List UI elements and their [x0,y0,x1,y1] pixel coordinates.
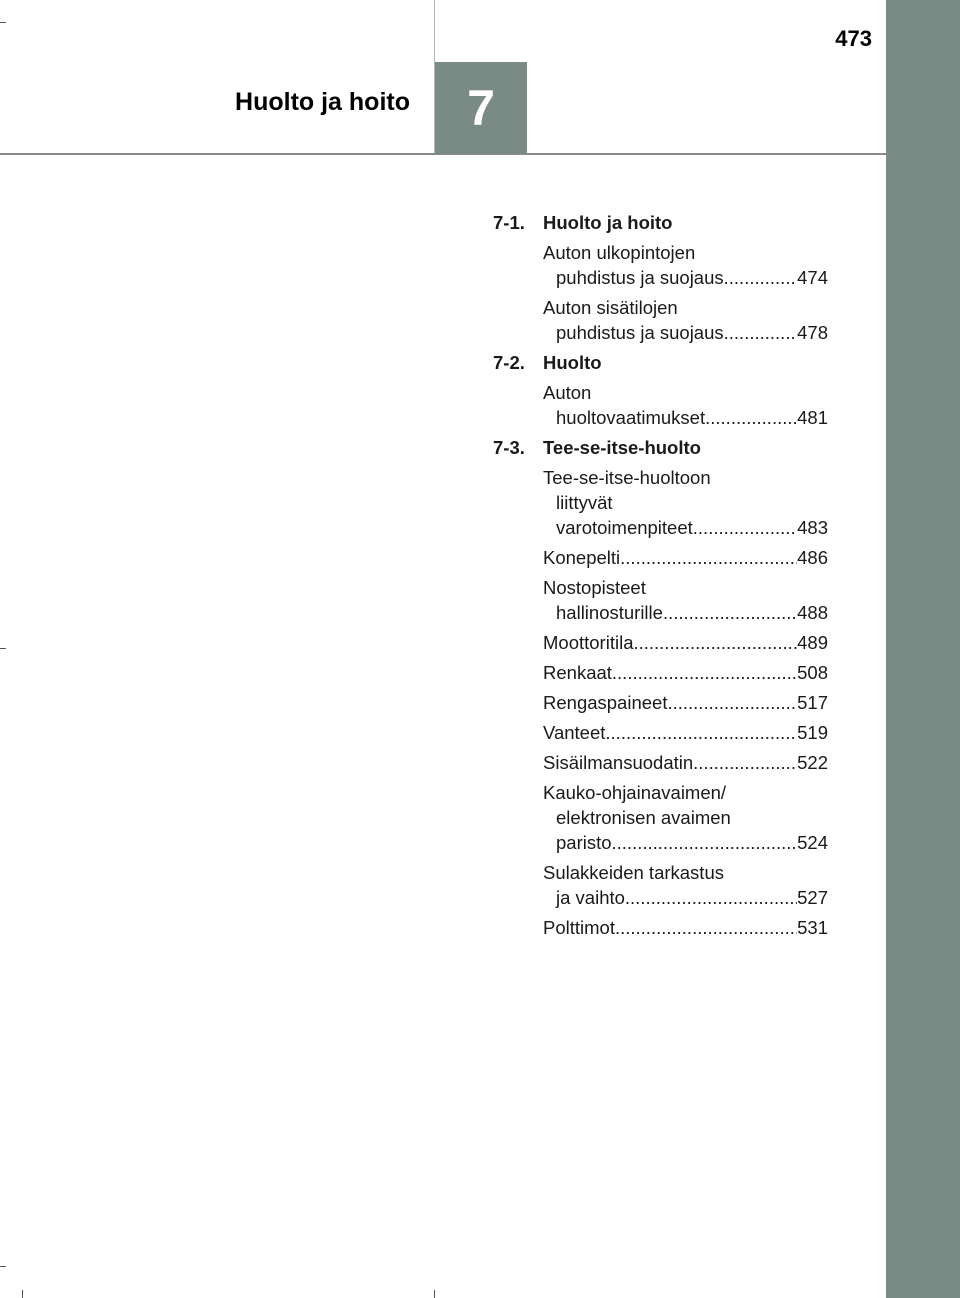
toc-page-number: 524 [797,832,828,853]
toc-entry[interactable] [543,720,828,745]
toc-entry[interactable] [543,660,828,685]
toc-entry-line: liittyvät [556,492,613,513]
chapter-title: Huolto ja hoito [235,88,410,116]
toc-page-number: 486 [797,547,828,568]
toc-entry-line: Moottoritila [543,632,634,653]
toc-entry-line: Renkaat [543,662,612,683]
toc-page-number: 483 [797,517,828,538]
toc-section-heading [493,210,828,235]
toc-page-number: 522 [797,752,828,773]
crop-mark [0,22,6,23]
toc-section-heading [493,435,828,460]
toc-entry[interactable] [543,380,828,430]
toc-entry-line: Auton sisätilojen [543,297,678,318]
toc-entry-line: elektronisen avaimen [556,807,731,828]
toc-page-number: 488 [797,602,828,623]
crop-mark [22,1290,23,1298]
toc-entry[interactable] [543,915,828,940]
section-title: Huolto ja hoito [543,212,673,233]
toc-entry[interactable] [543,240,828,290]
toc-entry[interactable] [543,690,828,715]
dot-leader [625,885,797,910]
toc-entry-line: Kauko-ohjainavaimen/ [543,782,727,803]
toc-entry[interactable] [543,780,828,855]
dot-leader [633,630,797,655]
toc-page-number: 489 [797,632,828,653]
toc-entry-line: Konepelti [543,547,621,568]
toc-page-number: 474 [797,267,828,288]
dot-leader [615,915,797,940]
table-of-contents [493,210,828,945]
toc-entry-line: ja vaihto [556,887,625,908]
toc-entry-line: hallinosturille [556,602,663,623]
dot-leader [693,750,797,775]
dot-leader [605,720,797,745]
toc-page-number: 527 [797,887,828,908]
chapter-side-tab [886,0,960,1298]
dot-leader [612,660,797,685]
toc-page-number: 517 [797,692,828,713]
toc-page-number: 481 [797,407,828,428]
toc-entry-line: huoltovaatimukset [556,407,706,428]
toc-entry-line: Sulakkeiden tarkastus [543,862,724,883]
toc-page-number: 478 [797,322,828,343]
toc-entry-line: puhdistus ja suojaus [556,267,724,288]
toc-entry-line: Polttimot [543,917,615,938]
section-title: Tee-se-itse-huolto [543,437,701,458]
page-number: 473 [835,26,872,51]
toc-entry[interactable] [543,630,828,655]
section-title: Huolto [543,352,602,373]
toc-entry-line: varotoimenpiteet [556,517,693,538]
toc-entry-line: Rengaspaineet [543,692,668,713]
toc-page-number: 508 [797,662,828,683]
toc-entry[interactable] [543,465,828,540]
toc-entry[interactable] [543,750,828,775]
section-number: 7-1. [493,212,525,233]
dot-leader [620,545,797,570]
crop-mark [434,1290,435,1298]
dot-leader [705,405,797,430]
toc-page-number: 531 [797,917,828,938]
toc-entry-line: Auton [543,382,592,403]
section-number: 7-3. [493,437,525,458]
crop-mark [0,1266,6,1267]
dot-leader [724,320,797,345]
toc-entry[interactable] [543,575,828,625]
dot-leader [663,600,797,625]
toc-entry-line: Nostopisteet [543,577,646,598]
chapter-number-box: 7 [435,62,527,154]
toc-entry-line: Sisäilmansuodatin [543,752,694,773]
toc-section-heading [493,350,828,375]
dot-leader [724,265,797,290]
toc-entry-line: Auton ulkopintojen [543,242,696,263]
toc-entry[interactable] [543,860,828,910]
crop-mark [0,648,6,649]
toc-entry-line: puhdistus ja suojaus [556,322,724,343]
dot-leader [667,690,797,715]
toc-entry-line: Tee-se-itse-huoltoon [543,467,711,488]
section-number: 7-2. [493,352,525,373]
toc-entry[interactable] [543,545,828,570]
toc-entry-line: Vanteet [543,722,606,743]
dot-leader [693,515,797,540]
toc-page-number: 519 [797,722,828,743]
toc-entry-line: paristo [556,832,612,853]
dot-leader [612,830,798,855]
toc-entry[interactable] [543,295,828,345]
